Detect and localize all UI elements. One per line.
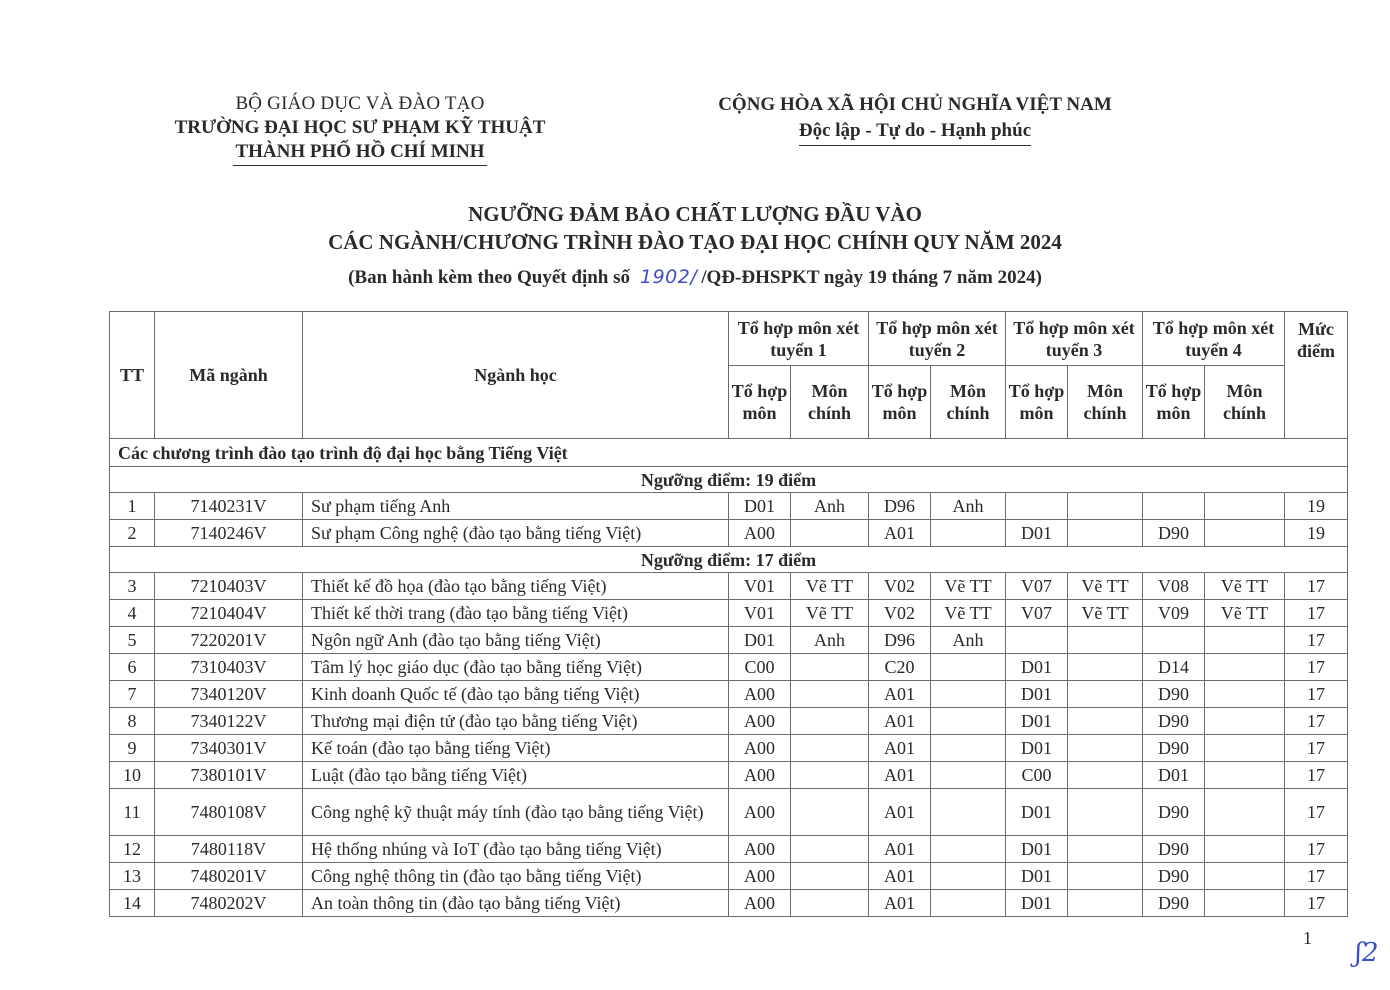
main-subject-3 — [1068, 627, 1143, 654]
main-subject-4 — [1205, 493, 1285, 520]
threshold-score: 19 — [1285, 493, 1348, 520]
table-row — [110, 789, 1348, 836]
main-subject-1: Anh — [791, 493, 869, 520]
country-name: CỘNG HÒA XÃ HỘI CHỦ NGHĨA VIỆT NAM — [718, 94, 1112, 115]
row-number: 5 — [110, 627, 155, 654]
main-subject-2 — [931, 654, 1006, 681]
table-row — [110, 681, 1348, 708]
major-code: 7210404V — [155, 600, 303, 627]
table-row — [110, 493, 1348, 520]
row-number: 10 — [110, 762, 155, 789]
combo-2: A01 — [869, 789, 931, 836]
main-subject-2 — [931, 681, 1006, 708]
combo-4: V09 — [1143, 600, 1205, 627]
combo-3: D01 — [1006, 863, 1068, 890]
combo-1: A00 — [729, 863, 791, 890]
threshold-score: 17 — [1285, 573, 1348, 600]
main-subject-3: Vẽ TT — [1068, 600, 1143, 627]
table-row — [110, 708, 1348, 735]
threshold-17: Ngưỡng điểm: 17 điểm — [110, 547, 1348, 573]
threshold-score: 17 — [1285, 681, 1348, 708]
row-number: 14 — [110, 890, 155, 917]
combo-3: D01 — [1006, 836, 1068, 863]
main-subject-2: Anh — [931, 627, 1006, 654]
combo-2: D96 — [869, 493, 931, 520]
main-subject-3 — [1068, 762, 1143, 789]
subheader-combo: Tổ hợp môn — [869, 366, 931, 439]
major-name: Thiết kế thời trang (đào tạo bằng tiếng Việt) — [303, 600, 729, 627]
national-heading — [690, 92, 1140, 146]
header-score: Mức điểm — [1285, 312, 1348, 439]
combo-3: D01 — [1006, 890, 1068, 917]
combo-1: A00 — [729, 890, 791, 917]
main-subject-3 — [1068, 836, 1143, 863]
main-subject-1 — [791, 863, 869, 890]
table-row — [110, 573, 1348, 600]
threshold-score: 17 — [1285, 627, 1348, 654]
threshold-19: Ngưỡng điểm: 19 điểm — [110, 467, 1348, 493]
major-name: Hệ thống nhúng và IoT (đào tạo bằng tiếng Việt) — [303, 836, 729, 863]
subheader-combo: Tổ hợp môn — [1006, 366, 1068, 439]
main-subject-1 — [791, 762, 869, 789]
combo-1: V01 — [729, 573, 791, 600]
major-name: Công nghệ thông tin (đào tạo bằng tiếng Việt) — [303, 863, 729, 890]
combo-2: A01 — [869, 520, 931, 547]
combo-3: D01 — [1006, 681, 1068, 708]
header-group-3: Tổ hợp môn xét tuyển 3 — [1006, 312, 1143, 366]
combo-1: D01 — [729, 627, 791, 654]
main-subject-4 — [1205, 789, 1285, 836]
major-code: 7340122V — [155, 708, 303, 735]
decision-prefix: (Ban hành kèm theo Quyết định số — [348, 267, 630, 288]
table-row — [110, 627, 1348, 654]
table-row — [110, 836, 1348, 863]
combo-2: A01 — [869, 708, 931, 735]
major-code: 7480201V — [155, 863, 303, 890]
combo-2: V02 — [869, 600, 931, 627]
row-number: 9 — [110, 735, 155, 762]
combo-3 — [1006, 493, 1068, 520]
main-subject-3 — [1068, 735, 1143, 762]
main-subject-4 — [1205, 890, 1285, 917]
combo-2: A01 — [869, 836, 931, 863]
combo-3: V07 — [1006, 573, 1068, 600]
major-name: Ngôn ngữ Anh (đào tạo bằng tiếng Việt) — [303, 627, 729, 654]
main-subject-1 — [791, 681, 869, 708]
combo-1: V01 — [729, 600, 791, 627]
header-group-1: Tổ hợp môn xét tuyển 1 — [729, 312, 869, 366]
major-name: Công nghệ kỹ thuật máy tính (đào tạo bằng tiếng Việt) — [303, 789, 729, 836]
main-subject-4 — [1205, 762, 1285, 789]
table-row — [110, 520, 1348, 547]
main-subject-4 — [1205, 863, 1285, 890]
row-number: 4 — [110, 600, 155, 627]
main-subject-1 — [791, 890, 869, 917]
combo-4: D01 — [1143, 762, 1205, 789]
main-subject-1 — [791, 708, 869, 735]
combo-3: V07 — [1006, 600, 1068, 627]
row-number: 2 — [110, 520, 155, 547]
table-row — [110, 762, 1348, 789]
main-subject-1: Vẽ TT — [791, 600, 869, 627]
document-title-line1: NGƯỠNG ĐẢM BẢO CHẤT LƯỢNG ĐẦU VÀO — [468, 202, 922, 226]
combo-4: D90 — [1143, 890, 1205, 917]
major-code: 7140246V — [155, 520, 303, 547]
main-subject-3 — [1068, 708, 1143, 735]
combo-1: A00 — [729, 520, 791, 547]
admission-threshold-table — [109, 311, 1348, 917]
main-subject-2 — [931, 863, 1006, 890]
national-motto: Độc lập - Tự do - Hạnh phúc — [799, 118, 1031, 146]
main-subject-2 — [931, 520, 1006, 547]
main-subject-2 — [931, 890, 1006, 917]
combo-3: D01 — [1006, 520, 1068, 547]
row-number: 13 — [110, 863, 155, 890]
main-subject-2 — [931, 735, 1006, 762]
main-subject-4 — [1205, 836, 1285, 863]
combo-4: D90 — [1143, 735, 1205, 762]
main-subject-1 — [791, 735, 869, 762]
major-code: 7480118V — [155, 836, 303, 863]
threshold-score: 17 — [1285, 890, 1348, 917]
combo-2: A01 — [869, 863, 931, 890]
combo-4: D90 — [1143, 789, 1205, 836]
combo-1: A00 — [729, 762, 791, 789]
header-tt: TT — [110, 312, 155, 439]
combo-4: D14 — [1143, 654, 1205, 681]
combo-1: C00 — [729, 654, 791, 681]
combo-3: D01 — [1006, 708, 1068, 735]
main-subject-4 — [1205, 681, 1285, 708]
threshold-score: 17 — [1285, 654, 1348, 681]
combo-2: A01 — [869, 890, 931, 917]
major-name: Luật (đào tạo bằng tiếng Việt) — [303, 762, 729, 789]
threshold-score: 17 — [1285, 762, 1348, 789]
subheader-combo: Tổ hợp môn — [1143, 366, 1205, 439]
main-subject-2: Vẽ TT — [931, 600, 1006, 627]
row-number: 3 — [110, 573, 155, 600]
combo-1: A00 — [729, 735, 791, 762]
combo-3: D01 — [1006, 654, 1068, 681]
main-subject-3 — [1068, 863, 1143, 890]
main-subject-3: Vẽ TT — [1068, 573, 1143, 600]
subheader-main-subject: Môn chính — [931, 366, 1006, 439]
main-subject-1 — [791, 836, 869, 863]
combo-4: V08 — [1143, 573, 1205, 600]
school-name-line2: THÀNH PHỐ HỒ CHÍ MINH — [233, 140, 486, 166]
main-subject-1: Anh — [791, 627, 869, 654]
main-subject-4 — [1205, 520, 1285, 547]
main-subject-1: Vẽ TT — [791, 573, 869, 600]
combo-1: A00 — [729, 789, 791, 836]
main-subject-2 — [931, 836, 1006, 863]
row-number: 12 — [110, 836, 155, 863]
ministry-name: BỘ GIÁO DỤC VÀ ĐÀO TẠO — [235, 93, 485, 114]
main-subject-4 — [1205, 735, 1285, 762]
row-number: 8 — [110, 708, 155, 735]
main-subject-1 — [791, 654, 869, 681]
main-subject-1 — [791, 520, 869, 547]
main-subject-3 — [1068, 520, 1143, 547]
main-subject-2: Anh — [931, 493, 1006, 520]
threshold-score: 17 — [1285, 836, 1348, 863]
major-code: 7480202V — [155, 890, 303, 917]
header-major-name: Ngành học — [303, 312, 729, 439]
main-subject-2 — [931, 789, 1006, 836]
combo-2: D96 — [869, 627, 931, 654]
major-code: 7140231V — [155, 493, 303, 520]
combo-4: D90 — [1143, 863, 1205, 890]
major-code: 7210403V — [155, 573, 303, 600]
combo-1: A00 — [729, 836, 791, 863]
threshold-score: 17 — [1285, 708, 1348, 735]
handwritten-decision-number: 1902/ — [640, 266, 698, 288]
decision-reference — [0, 266, 1390, 289]
subheader-main-subject: Môn chính — [1205, 366, 1285, 439]
threshold-score: 17 — [1285, 863, 1348, 890]
major-name: Thiết kế đồ họa (đào tạo bằng tiếng Việt) — [303, 573, 729, 600]
table-row — [110, 735, 1348, 762]
subheader-combo: Tổ hợp môn — [729, 366, 791, 439]
combo-2: A01 — [869, 762, 931, 789]
main-subject-4: Vẽ TT — [1205, 600, 1285, 627]
table-row — [110, 600, 1348, 627]
major-name: Kế toán (đào tạo bằng tiếng Việt) — [303, 735, 729, 762]
combo-1: D01 — [729, 493, 791, 520]
page-number: 1 — [1303, 928, 1312, 948]
header-group-4: Tổ hợp môn xét tuyển 4 — [1143, 312, 1285, 366]
issuing-authority — [150, 92, 570, 166]
combo-2: A01 — [869, 681, 931, 708]
row-number: 7 — [110, 681, 155, 708]
subheader-main-subject: Môn chính — [791, 366, 869, 439]
document-title-line2: CÁC NGÀNH/CHƯƠNG TRÌNH ĐÀO TẠO ĐẠI HỌC CHÍNH QUY NĂM 2024 — [328, 230, 1062, 254]
main-subject-1 — [791, 789, 869, 836]
main-subject-2: Vẽ TT — [931, 573, 1006, 600]
section-title: Các chương trình đào tạo trình độ đại học bằng Tiếng Việt — [110, 439, 1348, 467]
combo-4: D90 — [1143, 836, 1205, 863]
main-subject-4 — [1205, 708, 1285, 735]
major-code: 7480108V — [155, 789, 303, 836]
combo-4 — [1143, 627, 1205, 654]
main-subject-2 — [931, 708, 1006, 735]
main-subject-4 — [1205, 654, 1285, 681]
major-name: Sư phạm tiếng Anh — [303, 493, 729, 520]
threshold-score: 17 — [1285, 600, 1348, 627]
header-group-2: Tổ hợp môn xét tuyển 2 — [869, 312, 1006, 366]
row-number: 1 — [110, 493, 155, 520]
combo-4: D90 — [1143, 681, 1205, 708]
main-subject-3 — [1068, 681, 1143, 708]
major-code: 7220201V — [155, 627, 303, 654]
threshold-score: 17 — [1285, 735, 1348, 762]
main-subject-3 — [1068, 654, 1143, 681]
table-row — [110, 654, 1348, 681]
table-row — [110, 863, 1348, 890]
combo-2: V02 — [869, 573, 931, 600]
handwritten-initials: ʃ2 — [1355, 938, 1379, 968]
row-number: 11 — [110, 789, 155, 836]
combo-3: D01 — [1006, 735, 1068, 762]
school-name-line1: TRƯỜNG ĐẠI HỌC SƯ PHẠM KỸ THUẬT — [174, 117, 546, 138]
major-name: Tâm lý học giáo dục (đào tạo bằng tiếng Việt) — [303, 654, 729, 681]
header-major-code: Mã ngành — [155, 312, 303, 439]
table-row — [110, 890, 1348, 917]
major-code: 7380101V — [155, 762, 303, 789]
combo-4 — [1143, 493, 1205, 520]
main-subject-3 — [1068, 493, 1143, 520]
major-code: 7310403V — [155, 654, 303, 681]
major-name: Sư phạm Công nghệ (đào tạo bằng tiếng Việt) — [303, 520, 729, 547]
major-code: 7340120V — [155, 681, 303, 708]
subheader-main-subject: Môn chính — [1068, 366, 1143, 439]
threshold-score: 19 — [1285, 520, 1348, 547]
combo-4: D90 — [1143, 708, 1205, 735]
combo-4: D90 — [1143, 520, 1205, 547]
combo-1: A00 — [729, 708, 791, 735]
row-number: 6 — [110, 654, 155, 681]
main-subject-3 — [1068, 789, 1143, 836]
main-subject-2 — [931, 762, 1006, 789]
main-subject-4 — [1205, 627, 1285, 654]
decision-suffix: /QĐ-ĐHSPKT ngày 19 tháng 7 năm 2024) — [701, 267, 1042, 288]
major-code: 7340301V — [155, 735, 303, 762]
combo-2: A01 — [869, 735, 931, 762]
combo-3: D01 — [1006, 789, 1068, 836]
combo-3 — [1006, 627, 1068, 654]
combo-1: A00 — [729, 681, 791, 708]
major-name: Thương mại điện tử (đào tạo bằng tiếng Việt) — [303, 708, 729, 735]
threshold-score: 17 — [1285, 789, 1348, 836]
main-subject-3 — [1068, 890, 1143, 917]
major-name: Kinh doanh Quốc tế (đào tạo bằng tiếng Việt) — [303, 681, 729, 708]
combo-2: C20 — [869, 654, 931, 681]
combo-3: C00 — [1006, 762, 1068, 789]
main-subject-4: Vẽ TT — [1205, 573, 1285, 600]
major-name: An toàn thông tin (đào tạo bằng tiếng Việt) — [303, 890, 729, 917]
